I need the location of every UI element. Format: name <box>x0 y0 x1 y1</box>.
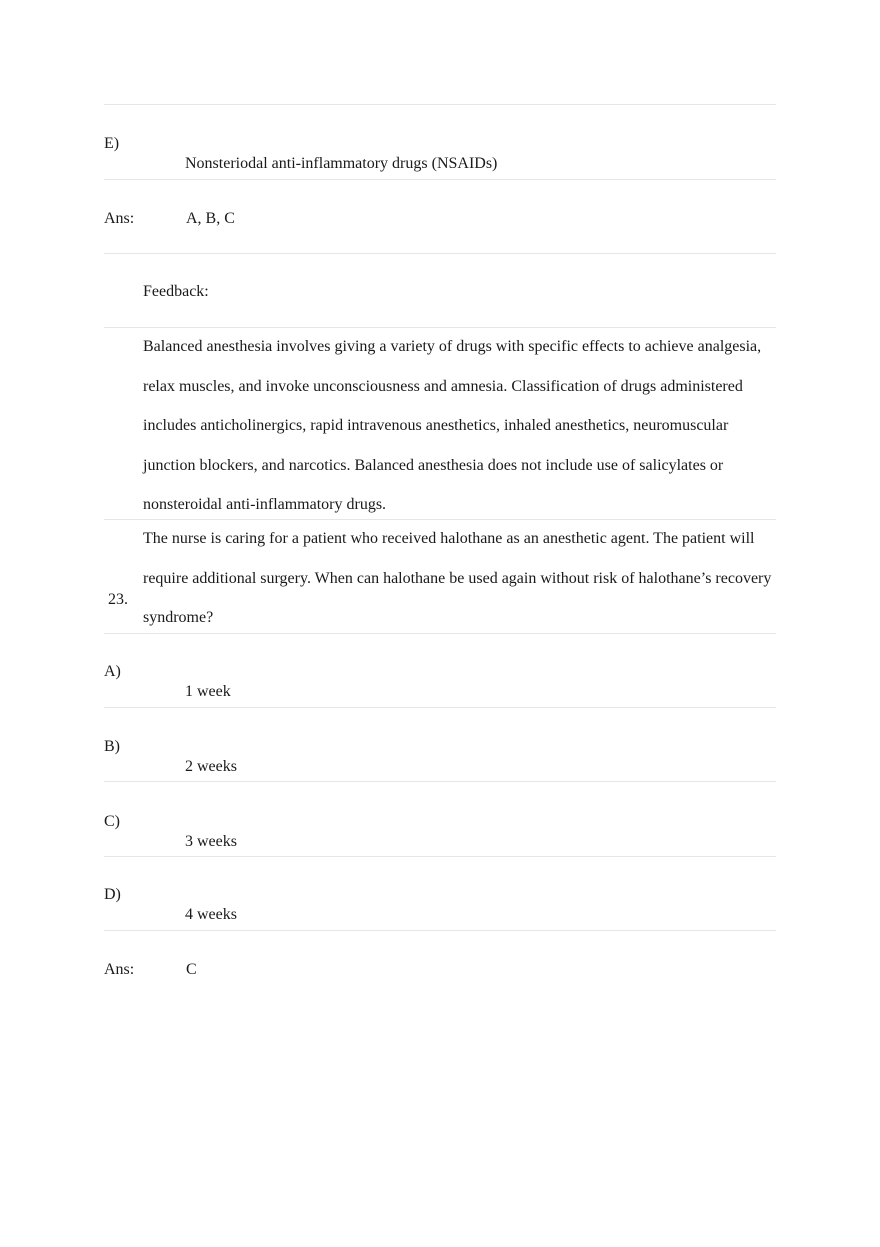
divider <box>104 930 776 931</box>
answer-label: Ans: <box>104 961 135 978</box>
question-number: 23. <box>108 591 128 608</box>
divider <box>104 104 776 105</box>
divider <box>104 253 776 254</box>
divider <box>104 179 776 180</box>
option-d-letter: D) <box>104 886 121 903</box>
option-d-text: 4 weeks <box>185 906 237 923</box>
option-a-letter: A) <box>104 663 121 680</box>
option-b-letter: B) <box>104 738 120 755</box>
option-c-text: 3 weeks <box>185 833 237 850</box>
divider <box>104 856 776 857</box>
option-b-text: 2 weeks <box>185 758 237 775</box>
answer-value: C <box>186 961 197 978</box>
feedback-label: Feedback: <box>143 283 209 300</box>
divider <box>104 707 776 708</box>
feedback-text: Balanced anesthesia involves giving a variety of drugs with specific effects to achieve analgesia, relax muscles, and invoke unconsciousness and amnesia. Classification of drugs administered includes anticholinergics, rapid intravenous anesthetics, inhaled anesthetics, neuromuscular junction blockers, and narcotics. Balanced anesthesia does not include use of salicylates or nonsteroidal anti-inflammatory drugs. <box>143 338 762 514</box>
answer-label: Ans: <box>104 210 135 227</box>
option-e-text: Nonsteriodal anti-inflammatory drugs (NSAIDs) <box>185 155 498 172</box>
answer-value: A, B, C <box>186 210 235 227</box>
question-text: The nurse is caring for a patient who received halothane as an anesthetic agent. The patient will require additional surgery. When can halothane be used again without risk of halothane’s recovery syndrome? <box>143 530 772 627</box>
option-e-letter: E) <box>104 135 120 152</box>
option-a-text: 1 week <box>185 683 231 700</box>
option-c-letter: C) <box>104 813 120 830</box>
divider <box>104 781 776 782</box>
